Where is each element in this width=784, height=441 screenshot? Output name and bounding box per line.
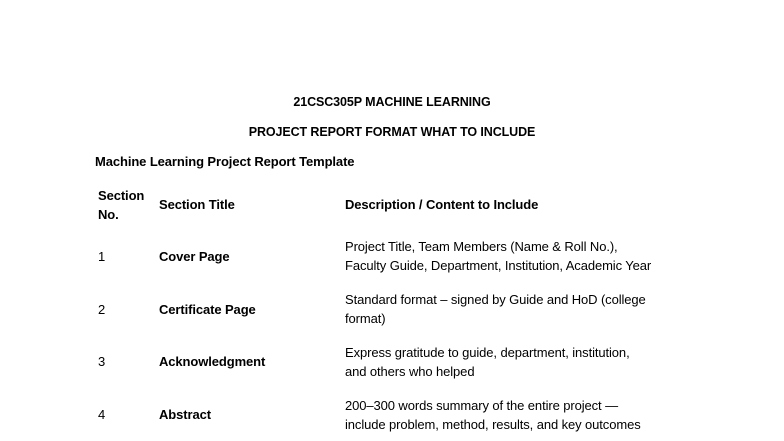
table-row-4-description <box>345 396 705 434</box>
header-description: Description / Content to Include <box>345 197 539 212</box>
table-row-4-desc-line1: 200–300 words summary of the entire project — <box>345 398 618 413</box>
table-row-3-title: Acknowledgment <box>159 354 266 369</box>
table-row-4-title: Abstract <box>159 407 211 422</box>
table-row-1-desc-line1: Project Title, Team Members (Name & Roll No.), <box>345 239 618 254</box>
table-row-2-title: Certificate Page <box>159 302 256 317</box>
course-title: 21CSC305P MACHINE LEARNING <box>293 95 491 109</box>
table-row-1-desc-line2: Faculty Guide, Department, Institution, Academic Year <box>345 258 652 273</box>
table-row-3-desc-line2: and others who helped <box>345 364 475 379</box>
header-section-no-line2: No. <box>98 207 119 222</box>
table-row-2-no: 2 <box>98 302 106 317</box>
template-heading: Machine Learning Project Report Template <box>95 154 355 169</box>
table-row-1-description <box>345 237 705 275</box>
header-section-title: Section Title <box>159 197 235 212</box>
header-section-no-line1: Section <box>98 188 145 203</box>
table-row-4-desc-line2: include problem, method, results, and key outcomes <box>345 417 641 432</box>
document-title: PROJECT REPORT FORMAT WHAT TO INCLUDE <box>248 125 536 139</box>
table-row-2-desc-line1: Standard format – signed by Guide and HoD (college <box>345 292 646 307</box>
table-row-1-no: 1 <box>98 249 106 264</box>
table-row-2-desc-line2: format) <box>345 311 386 326</box>
table-row-3-no: 3 <box>98 354 106 369</box>
header-section-no <box>98 186 158 224</box>
table-row-3-description <box>345 343 705 381</box>
table-row-4-no: 4 <box>98 407 106 422</box>
table-row-3-desc-line1: Express gratitude to guide, department, institution, <box>345 345 630 360</box>
table-row-2-description <box>345 290 705 328</box>
table-row-1-title: Cover Page <box>159 249 230 264</box>
